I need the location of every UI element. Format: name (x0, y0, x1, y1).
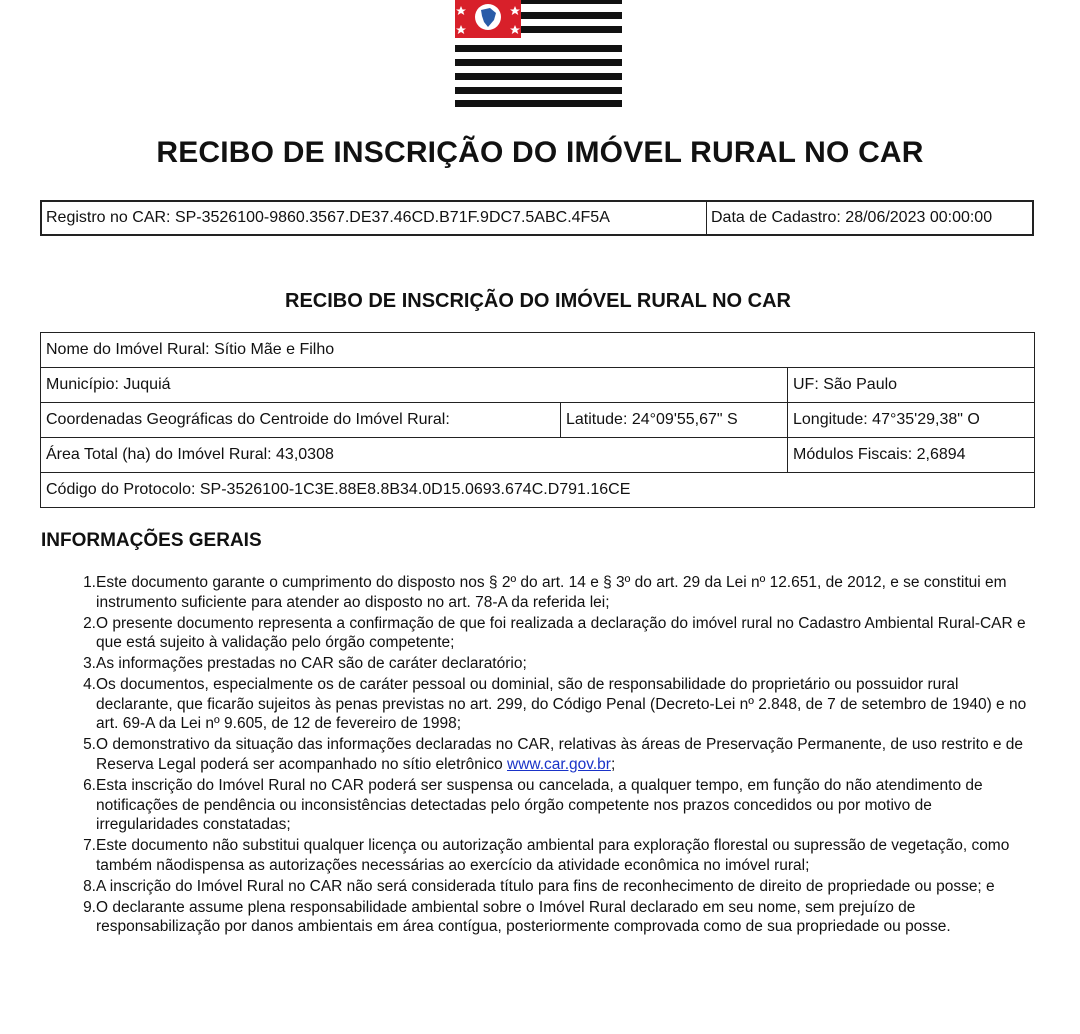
longitude: Longitude: 47°35'29,38" O (788, 403, 1035, 437)
table-row (41, 333, 1035, 368)
general-info-title: INFORMAÇÕES GERAIS (41, 530, 262, 551)
list-item (70, 614, 1030, 653)
car-website-link[interactable]: www.car.gov.br (507, 756, 611, 774)
property-name: Nome do Imóvel Rural: Sítio Mãe e Filho (41, 333, 1035, 367)
car-registration-number: Registro no CAR: SP-3526100-9860.3567.DE37.46CD.B71F.9DC7.5ABC.4F5A (42, 202, 707, 234)
item-text: O presente documento representa a confirmação de que foi realizada a declaração do imóvel rural no Cadastro Ambiental Rural-CAR e que está sujeito à validação pelo órgão competente; (96, 614, 1026, 652)
fiscal-modules: Módulos Fiscais: 2,6894 (788, 438, 1035, 472)
item-number: 6. (83, 776, 96, 794)
property-info-table (40, 332, 1035, 508)
registration-box (40, 200, 1034, 236)
table-row (41, 403, 1035, 438)
item-text: O declarante assume plena responsabilidade ambiental sobre o Imóvel Rural declarado em seu nome, sem prejuízo de responsabilização por danos ambientais em área contígua, posteriormente comprovada como de sua propriedade ou posse. (96, 898, 951, 936)
item-number: 7. (83, 837, 96, 855)
list-item (70, 836, 1030, 875)
item-number: 3. (83, 655, 96, 673)
table-row (41, 368, 1035, 403)
sao-paulo-flag-logo (455, 0, 622, 108)
list-item (70, 675, 1030, 734)
general-info-list (70, 573, 1030, 938)
list-item (70, 735, 1030, 774)
item-number: 4. (83, 676, 96, 694)
table-row (41, 473, 1035, 508)
state: UF: São Paulo (788, 368, 1035, 402)
registration-date: Data de Cadastro: 28/06/2023 00:00:00 (711, 209, 993, 226)
item-number: 5. (83, 736, 96, 754)
item-number: 1. (83, 574, 96, 591)
list-item (70, 776, 1030, 835)
document-title: RECIBO DE INSCRIÇÃO DO IMÓVEL RURAL NO CAR (156, 136, 924, 169)
list-item (70, 573, 1030, 612)
item-text: Este documento não substitui qualquer licença ou autorização ambiental para exploração florestal ou supressão de vegetação, como também nãodispensa as autorizações necessárias ao exercício da atividade econômica no imóvel rural; (96, 837, 1010, 874)
list-item (70, 898, 1030, 937)
item-text: As informações prestadas no CAR são de caráter declaratório; (96, 655, 527, 673)
list-item (70, 654, 1030, 674)
section-subtitle: RECIBO DE INSCRIÇÃO DO IMÓVEL RURAL NO CAR (285, 290, 791, 312)
item-text: O demonstrativo da situação das informações declaradas no CAR, relativas às áreas de Preservação Permanente, de uso restrito e de Reserva Legal poderá ser acompanhado no sítio eletrônico (96, 736, 1024, 774)
item-number: 8. (83, 877, 96, 895)
table-row (41, 438, 1035, 473)
latitude: Latitude: 24°09'55,67" S (561, 403, 788, 437)
item-text: Esta inscrição do Imóvel Rural no CAR poderá ser suspensa ou cancelada, a qualquer tempo, em função do não atendimento de notificações de pendência ou inconsistências detectadas pelo órgão competente nos prazos concedidos ou por motivo de irregularidades constatadas; (96, 776, 983, 834)
item-text-wrapper (96, 735, 1030, 774)
item-text: A inscrição do Imóvel Rural no CAR não será considerada título para fins de reconhecimento de direito de propriedade ou posse; e (96, 877, 995, 895)
protocol-code: Código do Protocolo: SP-3526100-1C3E.88E8.8B34.0D15.0693.674C.D791.16CE (41, 473, 1035, 507)
item-text: Este documento garante o cumprimento do disposto nos § 2º do art. 14 e § 3º do art. 29 da Lei nº 12.651, de 2012, e se constitui em instrumento suficiente para atender ao disposto no art. 78-A da referida lei; (96, 574, 1007, 611)
flag-icon (455, 0, 622, 108)
item-number: 9. (83, 898, 96, 916)
municipality: Município: Juquiá (41, 368, 788, 402)
total-area: Área Total (ha) do Imóvel Rural: 43,0308 (41, 438, 788, 472)
item-text: Os documentos, especialmente os de caráter pessoal ou dominial, são de responsabilidade do proprietário ou possuidor rural declarante, que ficarão sujeitos às penas previstas no art. 299, do Código Penal (Decreto-Lei nº 2.848, de 7 de setembro de 1940) e no art. 69-A da Lei nº 9.605, de 12 de fevereiro de 1998; (96, 676, 1027, 733)
item-number: 2. (83, 614, 96, 632)
item-text-end: ; (610, 756, 616, 774)
coordinates-label: Coordenadas Geográficas do Centroide do Imóvel Rural: (41, 403, 561, 437)
list-item (70, 877, 1030, 897)
